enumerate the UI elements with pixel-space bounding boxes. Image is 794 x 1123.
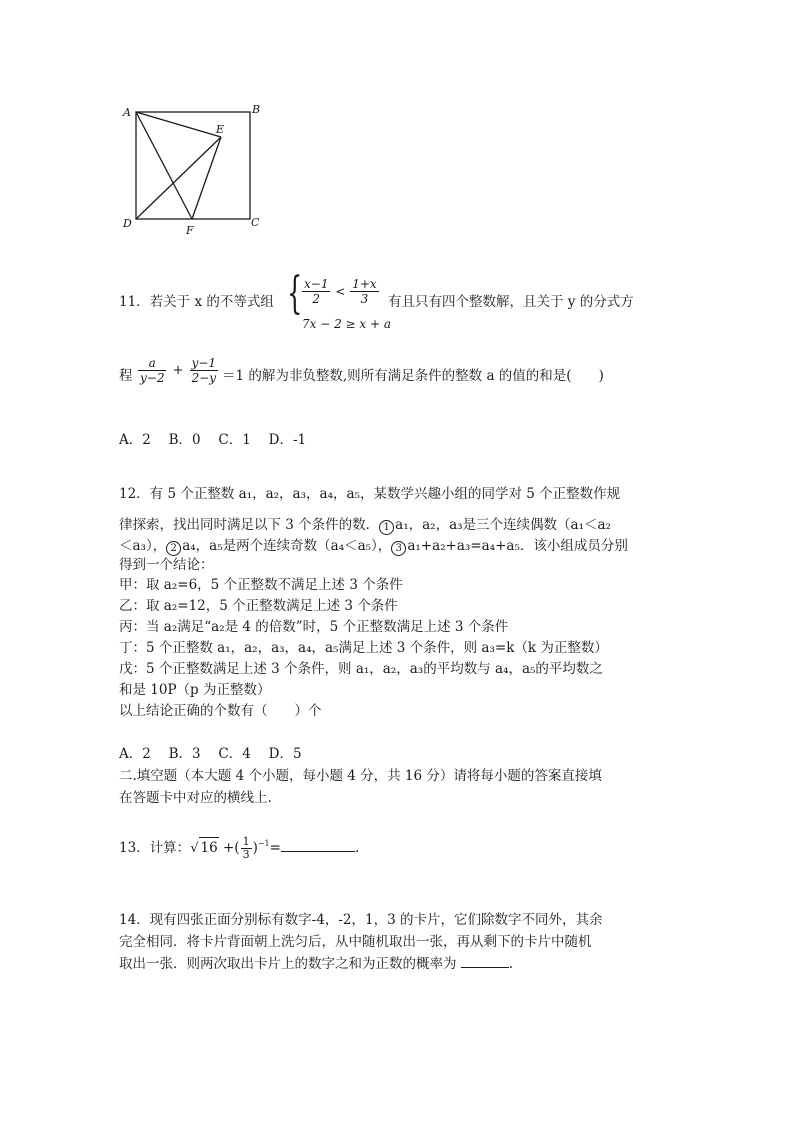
label-b: B [252,103,261,116]
eq-f2-num: y−1 [191,356,217,370]
q12-question: 以上结论正确的个数有（ ）个 [119,703,322,719]
q12-line3-a: ＜a₃）， [119,538,167,554]
label-c: C [251,216,260,229]
ineq1-lt: < [335,284,346,299]
segment-af [136,112,192,219]
q12-line4: 得到一个结论： [119,557,214,573]
inequality-1 [301,277,380,306]
ineq1-right-num: 1+x [352,277,377,291]
question-13: 13．计算：√ 16 +( $\frac{1}{3}$ )$^{-1}$= . [119,835,360,861]
circled-three: 3 [391,541,406,556]
label-d: D [123,217,132,230]
q12-jia: 甲：取 a₂=6，5 个正整数不满足上述 3 个条件 [119,577,403,593]
eq-f1-den: y−2 [140,371,165,385]
q12-wu-cont: 和是 10P（p 为正整数） [119,682,271,698]
system-brace: { [287,268,303,319]
circled-one: 1 [379,520,394,535]
section-2-line2: 在答题卡中对应的横线上. [119,790,272,806]
eq-plus: + [172,363,184,378]
square-figure [118,96,268,236]
eq-f2-den: 2−y [191,371,217,385]
label-a: A [123,106,131,119]
q13-frac-num: 1 [242,835,250,848]
q14-line3 [119,954,513,974]
q12-options: A．2 B．3 C．4 D．5 [119,746,302,762]
section-2-line1: 二.填空题（本大题 4 个小题，每小题 4 分，共 16 分）请将每小题的答案直接填 [119,768,602,784]
q12-line3-b: a₄，a₅是两个连续奇数（a₄＜a₅）， [182,538,392,554]
q11-options: A．2 B．0 C．1 D．-1 [119,432,307,448]
label-f: F [186,224,194,236]
q12-line2-b: a₁，a₂，a₃是三个连续偶数（a₁＜a₂ [395,517,611,533]
q14-line1: 14．现有四张正面分别标有数字-4，-2，1，3 的卡片，它们除数字不同外，其余 [119,912,603,928]
q12-line3 [119,536,628,556]
q11-line1-pre: 11．若关于 x 的不等式组 [119,294,274,310]
ineq1-left-den: 2 [312,292,321,306]
q11-line2-post: ＝1 的解为非负整数,则所有满足条件的整数 a 的值的和是( ) [222,368,604,384]
q13-eq: = [269,840,281,856]
inequality-2: 7x − 2 ≥ x + a [302,317,392,331]
segment-ae [136,112,221,137]
ineq1-left-num: x−1 [304,277,329,291]
q14-line2: 完全相同．将卡片背面朝上洗匀后，从中随机取出一张，再从剩下的卡片中随机 [119,934,592,950]
q12-line2-a: 律探索，找出同时满足以下 3 个条件的数． [119,517,380,533]
q13-plus: + [222,840,235,856]
label-e: E [216,123,225,136]
q12-wu: 戊：5 个正整数满足上述 3 个条件，则 a₁，a₂，a₃的平均数与 a₄，a₅的平均数之 [119,661,603,677]
q12-line1: 12．有 5 个正整数 a₁，a₂，a₃，a₄，a₅，某数学兴趣小组的同学对 5 个正整数作规 [119,486,621,502]
q11-line2-pre: 程 [119,368,133,384]
q13-sqrt-value: 16 [199,837,218,858]
q12-line3-c: a₁+a₂+a₃=a₄+a₅．该小组成员分别 [407,538,628,554]
q14-end: . [508,956,514,972]
fraction-equation [137,356,219,385]
circled-two: 2 [166,541,181,556]
eq-f1-num: a [138,356,166,371]
segment-ef [192,137,221,219]
q12-yi: 乙：取 a₂=12，5 个正整数满足上述 3 个条件 [119,598,398,614]
q14-line3-text: 取出一张．则两次取出卡片上的数字之和为正数的概率为 [119,956,457,972]
q13-answer-blank[interactable] [281,839,355,852]
segment-de [136,137,221,219]
q14-answer-blank[interactable] [461,955,509,968]
q12-line2 [119,515,611,535]
q13-exponent: −1 [257,839,270,848]
q11-line1-post: 有且只有四个整数解，且关于 y 的分式方 [388,294,634,310]
q12-bing: 丙：当 a₂满足“a₂是 4 的倍数”时，5 个正整数满足上述 3 个条件 [119,619,509,635]
q12-ding: 丁：5 个正整数 a₁，a₂，a₃，a₄，a₅满足上述 3 个条件，则 a₃=k（k 为正整数） [119,640,608,656]
ineq1-right-den: 3 [360,292,369,306]
q13-pre: 13．计算： [119,840,191,856]
q13-frac-den: 3 [242,848,250,861]
q13-end: . [354,840,360,856]
